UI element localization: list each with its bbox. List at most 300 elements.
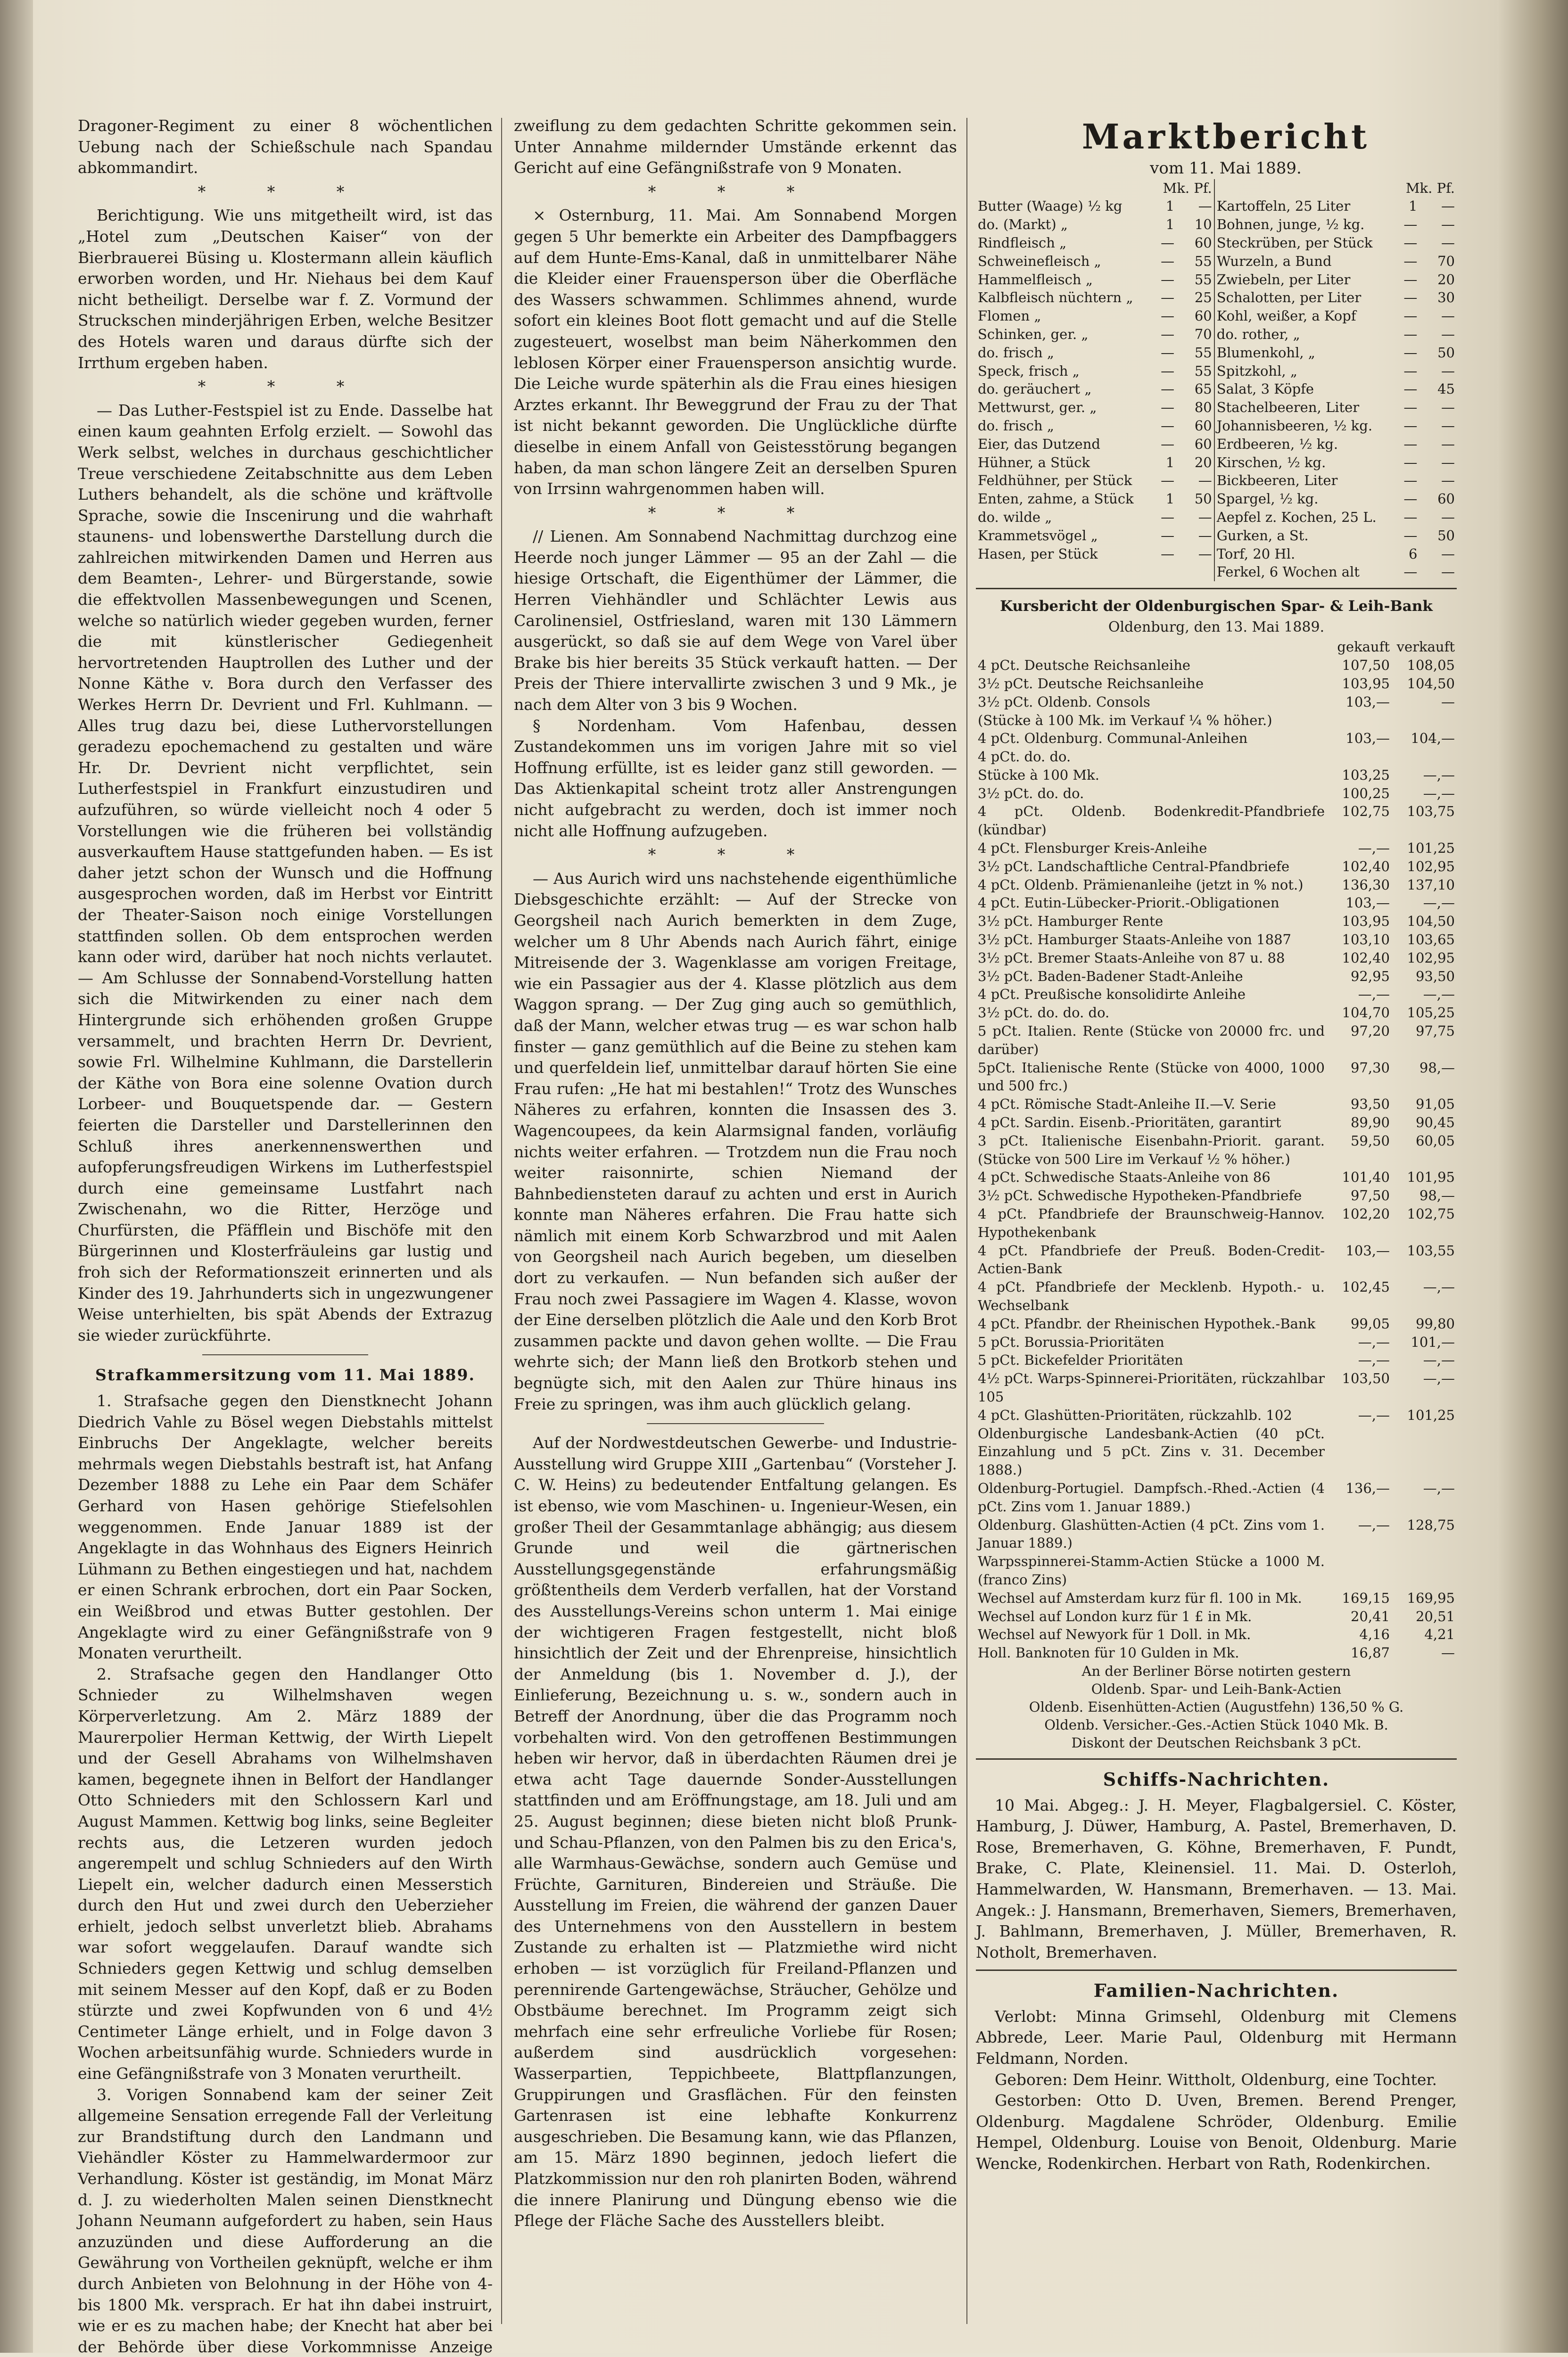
security-name: 4 pCt. Pfandbriefe der Braunschweig-Hannov. Hypothekenbank [978, 1206, 1325, 1240]
schiffs-title: Schiffs-Nachrichten. [1103, 1768, 1330, 1790]
quote-row [976, 1625, 1457, 1644]
quote-row [976, 1187, 1457, 1205]
quote-row [976, 1607, 1457, 1626]
bid-price [1327, 1552, 1392, 1589]
quote-row [976, 967, 1457, 986]
kursbericht-date: Oldenburg, den 13. Mai 1889. [1108, 618, 1325, 635]
quote-row [976, 949, 1457, 967]
price-cell: 55 [1176, 252, 1214, 271]
price-cell: — [1176, 545, 1214, 563]
item-name: Enten, zahme, a Stück [978, 491, 1134, 507]
bid-price: 20,41 [1350, 1608, 1390, 1624]
quote-row [976, 1333, 1457, 1352]
separator-stars: * * * [648, 503, 823, 522]
quote-row [976, 1369, 1457, 1406]
price-cell: 70 [1437, 253, 1455, 269]
price-cell: 1 [1165, 491, 1175, 507]
bid-price: 102,20 [1342, 1206, 1390, 1222]
divider-rule [976, 1758, 1457, 1760]
security-name: 3 pCt. Italienische Eisenbahn-Priorit. garant. (Stücke von 500 Lire im Verkauf ½ % höher.) [978, 1132, 1325, 1167]
market-price-table [976, 179, 1457, 582]
price-cell: — [1403, 344, 1418, 361]
quote-row [976, 1425, 1457, 1479]
ask-price: — [1441, 693, 1455, 710]
divider-rule [976, 1970, 1457, 1971]
security-name: 4 pCt. Pfandbriefe der Preuß. Boden-Credit-Actien-Bank [978, 1242, 1325, 1277]
quote-row [976, 839, 1457, 857]
market-row [976, 545, 1457, 563]
bid-price [1327, 711, 1392, 730]
quote-row [976, 729, 1457, 748]
quote-row [976, 1168, 1457, 1187]
paragraph: × Osternburg, 11. Mai. Am Sonnabend Morgen gegen 5 Uhr bemerkte ein Arbeiter des Dampfbaggers auf dem Hunte-Ems-Kanal, daß in unmittelbarer Nähe die Kleider einer Frauensperson über die Oberfläche des Wassers schwammen. Schlimmes ahnend, wurde sofort ein kleines Boot flott gemacht und auf die Stelle zugesteuert, woselbst man beim Näherkommen den leblosen Körper einer Frauensperson ansichtig wurde. Die Leiche wurde späterhin als die Frau eines hiesigen Arztes erkannt. Ihr Beweggrund der Frau zu der That ist nicht bekannt geworden. Die Unglückliche dürfte dieselbe in einem Anfall von Geistesstörung begangen haben, da man schon längere Zeit an derselben Spuren von Irrsinn wahrgenommen haben will. [514, 206, 957, 498]
security-name: 3½ pCt. Schwedische Hypotheken-Pfandbriefe [978, 1187, 1302, 1204]
item-name: Butter (Waage) ½ kg [978, 198, 1122, 214]
ask-price: 101,25 [1407, 840, 1455, 857]
kursbericht-footer [976, 1662, 1457, 1752]
bid-price: 97,20 [1350, 1023, 1390, 1039]
ask-price: 102,75 [1407, 1206, 1455, 1222]
marktbericht-date: vom 11. Mai 1889. [1150, 159, 1302, 178]
item-name [976, 563, 1139, 581]
bid-price: 97,30 [1350, 1059, 1390, 1076]
price-cell: — [1441, 454, 1455, 470]
ask-price [1392, 1552, 1457, 1589]
bid-price: 103,— [1345, 693, 1390, 710]
item-name: Bohnen, junge, ½ kg. [1216, 216, 1365, 233]
quote-row [976, 1095, 1457, 1113]
security-name: 5 pCt. Italien. Rente (Stücke von 20000 frc. und darüber) [978, 1023, 1325, 1057]
bid-price: 103,10 [1342, 931, 1390, 948]
item-name: Bickbeeren, Liter [1216, 472, 1338, 489]
bid-price: —,— [1358, 1407, 1390, 1423]
security-name: 3½ pCt. do. do. [978, 785, 1084, 801]
market-row [976, 362, 1457, 380]
ask-price: 90,45 [1415, 1114, 1455, 1131]
price-cell: — [1403, 472, 1418, 489]
quote-row [976, 912, 1457, 931]
ask-price [1392, 748, 1457, 766]
item-name: Schinken, ger. „ [978, 326, 1089, 342]
price-cell: 60 [1176, 307, 1214, 325]
bid-price: 93,50 [1350, 1096, 1390, 1113]
bid-price: —,— [1358, 840, 1390, 857]
bid-price: 102,75 [1342, 803, 1390, 820]
item-name: Torf, 20 Hl. [1216, 545, 1296, 562]
bid-price: 4,16 [1359, 1626, 1390, 1643]
price-cell: — [1441, 326, 1455, 342]
ask-price: 105,25 [1407, 1005, 1455, 1021]
security-name: 5pCt. Italienische Rente (Stücke von 4000, 1000 und 500 frc.) [978, 1059, 1325, 1094]
ask-price: 103,55 [1407, 1242, 1455, 1259]
item-name: Krammetsvögel „ [978, 527, 1098, 544]
bid-price: 59,50 [1350, 1132, 1390, 1149]
security-name: 3½ pCt. Hamburger Staats-Anleihe von 1887 [978, 931, 1291, 948]
price-cell: — [1403, 271, 1418, 288]
quote-row [976, 857, 1457, 876]
ask-price [1392, 711, 1457, 730]
security-name: Oldenburg-Portugiel. Dampfsch.-Rhed.-Actien (4 pCt. Zins vom 1. Januar 1889.) [978, 1480, 1325, 1515]
item-name: Schalotten, per Liter [1216, 289, 1362, 306]
ask-price: 4,21 [1424, 1626, 1455, 1643]
item-name: do. wilde „ [978, 509, 1052, 525]
price-cell: — [1403, 326, 1418, 342]
ask-price: 98,— [1419, 1059, 1455, 1076]
price-cell: 50 [1437, 344, 1455, 361]
price-cell: — [1161, 253, 1175, 269]
price-cell: — [1161, 399, 1175, 416]
column-divider [966, 118, 967, 2324]
price-cell: — [1441, 216, 1455, 233]
bid-price: 99,05 [1350, 1315, 1390, 1332]
price-cell: 45 [1437, 381, 1455, 397]
market-row [976, 471, 1457, 490]
price-cell: — [1161, 545, 1175, 562]
quote-row [976, 711, 1457, 730]
price-cell: — [1403, 436, 1418, 452]
market-row [976, 453, 1457, 472]
paragraph: — Das Luther-Festspiel ist zu Ende. Dasselbe hat einen kaum geahnten Erfolg erzielt. — Sowohl das Werk selbst, welches in durchaus geschichtlicher Treue verschiedene Zeitabschnitte aus dem Leben Luthers behandelt, als die schöne und kräftvolle Sprache, sowie die Inscenirung und die wahrhaft staunens- und lobenswerthe Darstellung durch die zahlreichen mitwirkenden Damen und Herren aus dem Beamten-, Lehrer- und Bürgerstande, sowie die effektvollen Massenbewegungen und Scenen, welche so natürlich wieder gegeben wurden, ferner die mit künstlerischer Gediegenheit hervortretenden Hauptrollen des Luther und der Nonne Käthe v. Bora durch den Verfasser des Werkes Herrn Dr. Devrient und Frl. Kuhlmann. — Alles trug dazu bei, diese Luthervorstellungen geradezu epochemachend zu gestalten und wäre Hr. Dr. Devrient nicht verpflichtet, sein Lutherfestspiel in Frankfurt einzustudiren und aufzuführen, so würde vielleicht noch 4 oder 5 Vorstellungen wie die früheren bei vollständig ausverkauftem Hause stattgefunden haben. — Es ist daher jetzt schon der Wunsch und die Hoffnung ausgesprochen worden, daß im Herbst vor Eintritt der Theater-Saison noch einige Vorstellungen stattfinden sollen. Ob dem entsprochen werden kann oder wird, darüber hat noch nichts verlautet. — Am Schlusse der Sonnabend-Vorstellung hatten sich die Mitwirkenden zu einer nach dem Hintergrunde sich erhöhenden großen Gruppe versammelt, und brachten Herrn Dr. Devrient, sowie Frl. Wilhelmine Kuhlmann, die Darstellerin der Käthe von Bora eine solenne Ovation durch Lorbeer- und Bouquetspende dar. — Gestern feierten die Darsteller und Darstellerinnen den Schluß ihres anerkennenswerthen und aufopferungsfreudigen Wirkens im Lutherfestspiel durch eine gemeinsame Lustfahrt nach Zwischenahn, wo die Ritter, Herzöge und Churfürsten, die Pfäfflein und Bischöfe mit den Bürgerinnen und Klosterfräuleins gar lustig und froh sich der Reformationszeit erinnerten und als Kinder des 19. Jahrhunderts sich in ungezwungener Weise unterhielten, bis spät Abends der Extrazug sie wieder zurückführte. [78, 401, 493, 1344]
ask-price: 99,80 [1415, 1315, 1455, 1332]
familien-title: Familien-Nachrichten. [1093, 1980, 1339, 2002]
quote-row [976, 1516, 1457, 1553]
item-name: Erdbeeren, ½ kg. [1216, 436, 1338, 452]
item-name: Aepfel z. Kochen, 25 L. [1216, 509, 1377, 525]
price-cell: — [1441, 564, 1455, 580]
divider-rule [202, 1354, 368, 1355]
bid-price: 103,95 [1342, 913, 1390, 930]
quote-row [976, 1022, 1457, 1059]
price-cell: — [1403, 289, 1418, 306]
price-cell: 65 [1176, 380, 1214, 398]
price-cell: 60 [1176, 435, 1214, 453]
divider-rule [976, 588, 1457, 589]
market-row [976, 271, 1457, 289]
price-cell [1176, 563, 1214, 581]
quote-row [976, 1242, 1457, 1278]
price-cell: — [1161, 381, 1175, 397]
bid-price: 92,95 [1350, 968, 1390, 984]
security-name: 4 pCt. Sardin. Eisenb.-Prioritäten, garantirt [978, 1114, 1281, 1131]
price-cell: — [1161, 326, 1175, 342]
price-cell: 55 [1176, 271, 1214, 289]
item-name: Stachelbeeren, Liter [1216, 399, 1360, 416]
bid-price [1327, 1425, 1392, 1479]
price-cell: 55 [1176, 362, 1214, 380]
price-cell: 30 [1437, 289, 1455, 306]
stock-quote-table [976, 638, 1457, 1662]
separator-stars: * * * [198, 377, 373, 396]
quote-row [976, 656, 1457, 675]
price-cell: 50 [1437, 527, 1455, 544]
ask-price: 104,— [1411, 730, 1455, 747]
ask-price: 102,95 [1407, 949, 1455, 966]
item-name: Spitzkohl, „ [1216, 363, 1297, 379]
column-header: gekauft [1337, 639, 1390, 655]
quote-row [976, 1278, 1457, 1315]
item-name: Hasen, per Stück [978, 545, 1098, 562]
price-cell: — [1441, 436, 1455, 452]
price-cell: — [1403, 308, 1418, 324]
item-name: Kalbfleisch nüchtern „ [978, 289, 1133, 306]
price-cell: — [1176, 508, 1214, 527]
paragraph: zweiflung zu dem gedachten Schritte gekommen sein. Unter Annahme mildernder Umstände erkennt das Gericht auf eine Gefängnißstrafe von 9 Monaten. [514, 116, 957, 177]
market-row [976, 234, 1457, 252]
item-name: Wurzeln, a Bund [1216, 253, 1332, 269]
quote-row [976, 1479, 1457, 1516]
ask-price: 104,50 [1407, 675, 1455, 692]
price-cell: — [1176, 197, 1214, 215]
bid-price: 107,50 [1342, 657, 1390, 674]
price-cell: 6 [1408, 545, 1418, 562]
item-name: do. frisch „ [978, 417, 1054, 434]
market-row [976, 435, 1457, 453]
market-row [976, 288, 1457, 307]
bid-price: 97,50 [1350, 1187, 1390, 1204]
quote-row [976, 894, 1457, 912]
item-name: Spargel, ½ kg. [1216, 491, 1319, 507]
unit-header: Mk. Pf. [1405, 180, 1455, 196]
quote-row [976, 1205, 1457, 1242]
price-cell: — [1441, 198, 1455, 214]
column-2 [514, 115, 957, 2232]
paragraph: 10 Mai. Abgeg.: J. H. Meyer, Flagbalgersiel. C. Köster, Hamburg, J. Düwer, Hamburg, A. Pastel, Bremerhaven, D. Rose, Bremerhaven, G. Köhne, Bremerhaven, F. Pundt, Brake, C. Plate, Kleinensiel. 11. Mai. D. Osterloh, Hammelwarden, W. Hansmann, Bremerhaven. — 13. Mai. Angek.: J. Hansmann, Bremerhaven, Siemers, Bremerhaven, J. Bahlmann, Bremerhaven, J. Müller, Bremerhaven, R. Notholt, Bremerhaven. [976, 1796, 1457, 1961]
ask-price: 102,95 [1407, 858, 1455, 874]
price-cell: 60 [1437, 491, 1455, 507]
quote-row [976, 784, 1457, 803]
ask-price: 104,50 [1407, 913, 1455, 930]
ask-price: 20,51 [1415, 1608, 1455, 1624]
bid-price: 104,70 [1342, 1005, 1390, 1021]
item-name: Steckrüben, per Stück [1216, 234, 1373, 251]
bid-price: 103,50 [1342, 1370, 1390, 1387]
item-name: Schweinefleisch „ [978, 253, 1101, 269]
security-name: 3½ pCt. Hamburger Rente [978, 913, 1164, 930]
quote-row [976, 1552, 1457, 1589]
price-cell: — [1441, 509, 1455, 525]
divider-rule [647, 1423, 824, 1424]
price-cell: — [1441, 472, 1455, 489]
ask-price: 103,75 [1407, 803, 1455, 820]
paragraph: // Lienen. Am Sonnabend Nachmittag durchzog eine Heerde noch junger Lämmer — 95 an der Zahl — die hiesige Ortschaft, die Eigenthümer der Lämmer, die Herren Viehhändler und Schlächter Lewis aus Carolinensiel, Ostfriesland, waren mit 130 Lämmern ausgerückt, so daß sie auf dem Wege von Varel über Brake bis hier bereits 35 Stück verkauft hatten. — Der Preis der Thiere intervallirte zwischen 3 und 9 Mk., je nach dem Alter von 3 bis 9 Wochen. [514, 527, 957, 714]
quote-row [976, 1132, 1457, 1169]
security-name: 3½ pCt. Oldenb. Consols [978, 693, 1150, 710]
item-name: do. geräuchert „ [978, 381, 1092, 397]
item-name: do. rother, „ [1216, 326, 1300, 342]
price-cell: — [1403, 363, 1418, 379]
price-cell: — [1441, 308, 1455, 324]
price-cell: — [1403, 381, 1418, 397]
bid-price: —,— [1358, 986, 1390, 1003]
bid-price: 101,40 [1342, 1169, 1390, 1186]
ask-price: 60,05 [1415, 1132, 1455, 1149]
security-name: 4 pCt. do. do. [978, 749, 1071, 765]
market-row [976, 325, 1457, 344]
security-name: 3½ pCt. Bremer Staats-Anleihe von 87 u. 88 [978, 949, 1285, 966]
bid-price: 89,90 [1350, 1114, 1390, 1131]
price-cell: — [1161, 472, 1175, 489]
price-cell: — [1403, 399, 1418, 416]
item-name: Kartoffeln, 25 Liter [1216, 198, 1351, 214]
column-1 [78, 115, 493, 2357]
price-cell: — [1403, 454, 1418, 470]
price-cell: — [1161, 308, 1175, 324]
price-cell: — [1161, 271, 1175, 288]
price-cell [1139, 563, 1177, 581]
market-row [976, 527, 1457, 545]
ask-price: 108,05 [1407, 657, 1455, 674]
price-cell: — [1441, 417, 1455, 434]
quote-row [976, 1589, 1457, 1607]
item-name: Feldhühner, per Stück [978, 472, 1132, 489]
security-name: 3½ pCt. Landschaftliche Central-Pfandbriefe [978, 858, 1290, 874]
paragraph: § Nordenham. Vom Hafenbau, dessen Zustandekommen uns im vorigen Jahre mit so viel Hoffnung erfüllte, ist es leider ganz still geworden. — Das Aktienkapital scheint trotz aller Anstrengungen nicht aufgebracht zu werden, doch ist immer noch nicht alle Hoffnung aufzugeben. [514, 716, 957, 840]
column-divider [501, 118, 502, 2324]
price-cell: — [1176, 527, 1214, 545]
footer-line: Diskont der Deutschen Reichsbank 3 pCt. [1071, 1734, 1362, 1751]
bid-price: 103,95 [1342, 675, 1390, 692]
paragraph: 1. Strafsache gegen den Dienstknecht Johann Diedrich Vahle zu Bösel wegen Diebstahls mittelst Einbruchs Der Angeklagte, welcher bereits mehrmals wegen Diebstahls bestraft ist, hat Anfang Dezember 1888 zu Lehe ein Paar dem Schäfer Gerhard von Hasen gehörige Stiefelsohlen weggenommen. Ende Januar 1889 ist der Angeklagte in das Wohnhaus des Eigners Heinrich Lühmann zu Bethen eingestiegen und hat, nachdem er einen Schrank erbrochen, dort ein Paar Socken, ein Weißbrod und etwas Butter gestohlen. Der Angeklagte wird zu einer Gefängnißstrafe von 9 Monaten verurtheilt. [78, 1392, 493, 1663]
price-cell: — [1441, 545, 1455, 562]
ask-price: —,— [1423, 986, 1455, 1003]
market-row [976, 417, 1457, 435]
market-row [976, 215, 1457, 234]
security-name: 4 pCt. Oldenburg. Communal-Anleihen [978, 730, 1248, 747]
item-name: Speck, frisch „ [978, 363, 1080, 379]
price-cell: 80 [1176, 398, 1214, 417]
security-name: 4 pCt. Preußische konsolidirte Anleihe [978, 986, 1246, 1003]
security-name: 4 pCt. Schwedische Staats-Anleihe von 86 [978, 1169, 1271, 1186]
ask-price: 101,— [1411, 1334, 1455, 1350]
bid-price: 103,— [1345, 1242, 1390, 1259]
paragraph: 3. Vorigen Sonnabend kam der seiner Zeit allgemeine Sensation erregende Fall der Verleitung zur Brandstiftung durch den Landmann und Viehändler Köster zu Hammelwardermoor zur Verhandlung. Köster ist geständig, im Monat März d. J. zu wiederholten Malen seinen Dienstknecht Johann Neumann aufgefordert zu haben, sein Haus anzuzünden und diese Aufforderung an die Gewährung von Vortheilen geknüpft, welche er ihm durch Anbieten von Belohnung in der Höhe von 4- bis 1800 Mk. versprach. Er hat ihn dabei instruirt, wie er es zu machen habe; der Knecht hat aber bei der Behörde über diese Vorkommnisse Anzeige [78, 2085, 493, 2356]
security-name: 4 pCt. Römische Stadt-Anleihe II.—V. Serie [978, 1096, 1276, 1113]
security-name: Wechsel auf Amsterdam kurz für fl. 100 in Mk. [978, 1590, 1302, 1606]
price-cell: — [1161, 344, 1175, 361]
marktbericht-title: Marktbericht [1081, 116, 1370, 157]
ask-price: 101,95 [1407, 1169, 1455, 1186]
security-name: 5 pCt. Bickefelder Prioritäten [978, 1352, 1183, 1368]
ask-price: —,— [1423, 785, 1455, 801]
security-name: 5 pCt. Borussia-Prioritäten [978, 1334, 1164, 1350]
security-name: 4 pCt. Pfandbriefe der Mecklenb. Hypoth.- u. Wechselbank [978, 1279, 1325, 1313]
price-cell: — [1403, 216, 1418, 233]
paragraph: Auf der Nordwestdeutschen Gewerbe- und Industrie-Ausstellung wird Gruppe XIII „Gartenbau“ (Vorsteher J. C. W. Heins) zu bedeutender Entfaltung gelangen. Es ist ebenso, wie vom Maschinen- u. Ingenieur-Wesen, ein großer Theil der Gesammtanlage abhängig; aus diesem Grunde und weil die gärtnerischen Ausstellungsgegenstände erfahrungsmäßig größtentheils dem Verderb verfallen, hat der Vorstand des Ausstellungs-Vereins schon unterm 1. Mai einige der wichtigeren Fragen festgestellt, nicht bloß hinsichtlich der Zeit und der Ehrenpreise, hinsichtlich der Anmeldung (bis 1. November d. J.), der Einlieferung, Bezeichnung u. s. w., sondern auch in Betreff der Anordnung, über die das Programm noch vorbehalten wird. Von den getroffenen Bestimmungen heben wir hervor, daß in überdachten Räumen drei je etwa acht Tage dauernde Sonder-Ausstellungen stattfinden und am Eröffnungstage, am 18. Juli und am 25. August beginnen; diese bieten nicht bloß Prunk- und Schau-Pflanzen, von den Palmen bis zu den Erica's, alle Warmhaus-Gewächse, sondern auch Gemüse und Früchte, Garnituren, Bindereien und Sträuße. Die Ausstellung im Freien, die während der ganzen Dauer des Unternehmens von den Ausstellern in bestem Zustande zu erhalten ist — Platzmiethe wird nicht erhoben — ist vorzüglich für Freiland-Pflanzen und perennirende Gartengewächse, Sträucher, Gehölze und Obstbäume berechnet. Im Programm zeigt sich mehrfach eine sehr erfreuliche Vorliebe für Rosen; außerdem sind ausdrücklich vorgesehen: Wasserpartien, Teppichbeete, Blattpflanzungen, Gruppirungen und Grasflächen. Für den feinsten Gartenrasen ist eine lebhafte Konkurrenz ausgeschrieben. Die Besamung kann, wie das Pflanzen, am 15. März 1890 beginnen, jedoch liefert die Platzkommission nur den roh planirten Boden, während die innere Planirung und Düngung ebenso wie die Pflege der Fläche Sache des Ausstellers bleibt. [514, 1434, 957, 2230]
price-cell: — [1403, 417, 1418, 434]
price-cell: 55 [1176, 344, 1214, 362]
security-name: 4 pCt. Deutsche Reichsanleihe [978, 657, 1191, 674]
ask-price: —,— [1423, 1352, 1455, 1368]
price-cell: 70 [1176, 325, 1214, 344]
bid-price: 100,25 [1342, 785, 1390, 801]
quote-row [976, 985, 1457, 1004]
bid-price: 102,40 [1342, 858, 1390, 874]
item-name: Ferkel, 6 Wochen alt [1216, 564, 1360, 580]
security-name: 4 pCt. Oldenb. Prämienanleihe (jetzt in % not.) [978, 876, 1304, 893]
ask-price: 98,— [1419, 1187, 1455, 1204]
market-row [976, 197, 1457, 215]
item-name: do. frisch „ [978, 344, 1054, 361]
ask-price: 103,65 [1407, 931, 1455, 948]
price-cell: 20 [1176, 453, 1214, 472]
price-cell: — [1161, 436, 1175, 452]
price-cell: — [1161, 363, 1175, 379]
item-name: Mettwurst, ger. „ [978, 399, 1097, 416]
ask-price: —,— [1423, 1370, 1455, 1387]
bid-price: —,— [1358, 1352, 1390, 1368]
ask-price: —,— [1423, 766, 1455, 783]
item-name: Johannisbeeren, ½ kg. [1216, 417, 1373, 434]
quote-row [976, 1406, 1457, 1425]
security-name: 4 pCt. Flensburger Kreis-Anleihe [978, 840, 1207, 857]
price-cell: — [1161, 527, 1175, 544]
ask-price: —,— [1423, 895, 1455, 911]
footer-line: Oldenb. Eisenhütten-Actien (Augustfehn) 136,50 % G. [1029, 1698, 1404, 1715]
security-name: 4½ pCt. Warps-Spinnerei-Prioritäten, rückzahlbar 105 [978, 1370, 1325, 1405]
item-name: Salat, 3 Köpfe [1216, 381, 1314, 397]
item-name: Kirschen, ½ kg. [1216, 454, 1326, 470]
paragraph: Verlobt: Minna Grimsehl, Oldenburg mit Clemens Abbrede, Leer. Marie Paul, Oldenburg mit Hermann Feldmann, Norden. [976, 2007, 1457, 2068]
market-row [976, 398, 1457, 417]
item-name: Hühner, a Stück [978, 454, 1090, 470]
item-name: Blumenkohl, „ [1216, 344, 1315, 361]
bid-price: 16,87 [1350, 1645, 1390, 1661]
quote-row [976, 1059, 1457, 1096]
bid-price: 103,— [1345, 895, 1390, 911]
price-cell: 60 [1176, 234, 1214, 252]
ask-price [1392, 1425, 1457, 1479]
security-name: Oldenburg. Glashütten-Actien (4 pCt. Zins vom 1. Januar 1889.) [978, 1516, 1325, 1551]
separator-stars: * * * [648, 845, 823, 864]
bid-price: —,— [1358, 1516, 1390, 1533]
paragraph: Dragoner-Regiment zu einer 8 wöchentlichen Uebung nach der Schießschule nach Spandau abkommandirt. [78, 116, 493, 177]
price-cell: — [1441, 234, 1455, 251]
price-cell: — [1441, 363, 1455, 379]
security-name: 4 pCt. Glashütten-Prioritäten, rückzahlb. 102 [978, 1407, 1292, 1423]
quote-row [976, 876, 1457, 894]
security-name: (Stücke à 100 Mk. im Verkauf ¼ % höher.) [978, 712, 1272, 728]
column-3 [976, 115, 1457, 2175]
ask-price: —,— [1423, 1279, 1455, 1295]
security-name: Wechsel auf London kurz für 1 £ in Mk. [978, 1608, 1252, 1624]
item-name: Rindfleisch „ [978, 234, 1067, 251]
footer-line: An der Berliner Börse notirten gestern [1081, 1663, 1351, 1679]
paragraph: 2. Strafsache gegen den Handlanger Otto Schnieder zu Wilhelmshaven wegen Körperverletzung. Am 2. März 1889 der Maurerpolier Herman Kettwig, der Wirth Liepelt und der Gesell Abrahams von Wilhelmshaven kamen, begegnete ihnen in Belfort der Handlanger Otto Schnieders mit den Schlossern Karl und August Mammen. Kettwig bog links, seine Begleiter rechts aus, die Letzeren wurden jedoch angerempelt und schlug Schnieders auf den Wirth Liepelt ein, welcher dadurch einen Messerstich durch den Hut und zwei durch den Ueberzieher erhielt, jedoch selbst unverletzt blieb. Abrahams war sofort weggelaufen. Darauf wandte sich Schnieders gegen Kettwig und schlug demselben mit seinem Messer auf den Kopf, daß er zu Boden stürzte und zwei Kopfwunden von 6 und 4½ Centimeter Länge erhielt, und in Folge davon 3 Wochen arbeitsunfähig wurde. Schnieders wurde in eine Gefängnißstrafe von 3 Monaten verurtheilt. [78, 1665, 493, 2083]
market-row [976, 563, 1457, 581]
ask-price: 93,50 [1415, 968, 1455, 984]
market-row [976, 380, 1457, 398]
security-name: 4 pCt. Pfandbr. der Rheinischen Hypothek.-Bank [978, 1315, 1316, 1332]
price-cell: — [1441, 399, 1455, 416]
security-name: 3½ pCt. Deutsche Reichsanleihe [978, 675, 1204, 692]
item-name: Zwiebeln, per Liter [1216, 271, 1351, 288]
bid-price: 136,30 [1342, 876, 1390, 893]
security-name: 4 pCt. Eutin-Lübecker-Priorit.-Obligationen [978, 895, 1279, 911]
price-cell: 1 [1165, 454, 1175, 470]
price-cell: 10 [1176, 215, 1214, 234]
price-cell: 1 [1408, 198, 1418, 214]
price-cell: — [1403, 234, 1418, 251]
unit-header: Mk. Pf. [1139, 179, 1214, 198]
bid-price: 136,— [1345, 1480, 1390, 1496]
page-binding [0, 0, 33, 2353]
bid-price: 103,— [1345, 730, 1390, 747]
quote-row [976, 1315, 1457, 1333]
quote-row [976, 675, 1457, 693]
footer-line: Oldenb. Spar- und Leih-Bank-Actien [1091, 1681, 1342, 1697]
item-name: Flomen „ [978, 308, 1041, 324]
item-name: do. (Markt) „ [978, 216, 1068, 233]
